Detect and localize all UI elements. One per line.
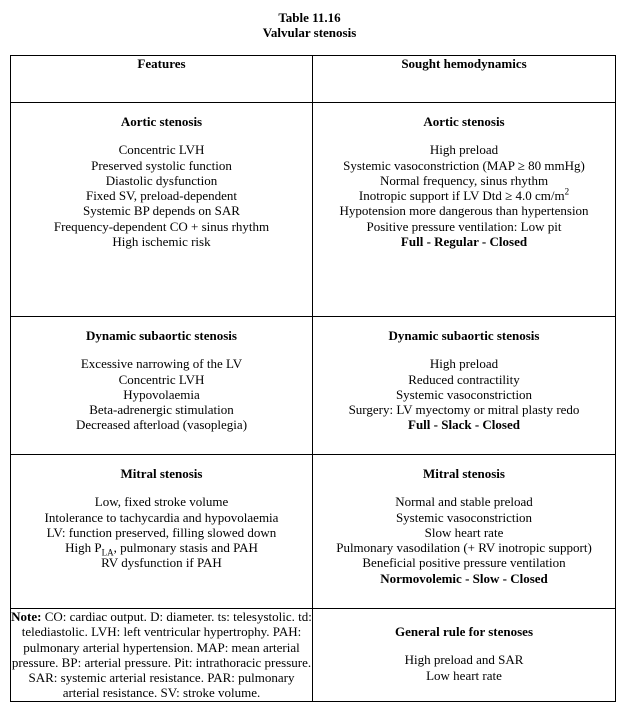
list-item: Surgery: LV myectomy or mitral plasty redo [348, 402, 580, 418]
list-item: RV dysfunction if PAH [101, 555, 222, 571]
list-item: Diastolic dysfunction [105, 172, 218, 188]
header-row [11, 56, 616, 103]
list-item: Intolerance to tachycardia and hypovolaemia [44, 509, 279, 525]
note-cell [11, 609, 313, 702]
header-hemodynamics: Sought hemodynamics [313, 56, 616, 103]
list-item: Beta-adrenergic stimulation [89, 402, 234, 418]
aortic-row [11, 103, 616, 317]
header-features: Features [11, 56, 313, 103]
list-item: Low heart rate [426, 667, 502, 683]
mitral-hemo-cell [313, 455, 616, 609]
list-item [313, 188, 615, 203]
list-item: Preserved systolic function [91, 157, 232, 173]
note-label: Note: [11, 609, 42, 624]
list-item: Systemic vasoconstriction [395, 509, 533, 525]
list-item: Systemic BP depends on SAR [83, 203, 240, 219]
mitral-row [11, 455, 616, 609]
aortic-features-title: Aortic stenosis [120, 114, 203, 129]
list-item: LV: function preserved, filling slowed down [46, 524, 277, 540]
list-item: High preload [429, 142, 499, 158]
dynamic-features-cell [11, 317, 313, 455]
list-item: High preload [429, 356, 499, 372]
dynamic-features-title: Dynamic subaortic stenosis [86, 328, 237, 343]
list-item: High ischemic risk [112, 234, 211, 250]
list-item: Normal and stable preload [395, 494, 533, 510]
mitral-hemo-title: Mitral stenosis [423, 466, 505, 481]
list-item: Fixed SV, preload-dependent [85, 188, 238, 204]
inotropic-superscript: 2 [564, 186, 570, 197]
general-rule-title: General rule for stenoses [394, 624, 534, 639]
high-p-text: High P [65, 540, 102, 556]
list-item: Hypotension more dangerous than hypertension [339, 203, 589, 219]
inotropic-text: Inotropic support if LV Dtd ≥ 4.0 cm/m [358, 188, 565, 204]
aortic-features-cell [11, 103, 313, 317]
high-p-subscript: LA [101, 547, 114, 558]
list-item: Excessive narrowing of the LV [80, 356, 243, 372]
dynamic-row [11, 317, 616, 455]
list-item: Pulmonary vasodilation (+ RV inotropic support) [336, 540, 592, 556]
note-row [11, 609, 616, 702]
mitral-features-title: Mitral stenosis [120, 466, 203, 481]
aortic-summary: Full - Regular - Closed [400, 234, 528, 250]
mitral-features-cell [11, 455, 313, 609]
dynamic-summary: Full - Slack - Closed [408, 417, 520, 433]
list-item: Concentric LVH [118, 371, 205, 387]
list-item: High preload and SAR [404, 652, 524, 668]
list-item: Concentric LVH [118, 142, 205, 158]
list-item: Slow heart rate [424, 524, 504, 540]
note-text: CO: cardiac output. D: diameter. ts: telesystolic. td: telediastolic. LVH: left ventricular hypertrophy. PAH: pulmonary arterial hypertension. MAP: mean arterial pressure. BP: arterial pressure. Pit: intrathoracic pressure. SAR: systemic arterial resistance. PAR: pulmonary arterial resistance. SV: stroke volume. [11, 609, 312, 701]
list-item: Systemic vasoconstriction [395, 386, 533, 402]
general-rule-cell [313, 609, 616, 702]
list-item: Normal frequency, sinus rhythm [379, 172, 549, 188]
table-title: Valvular stenosis [262, 25, 357, 40]
list-item: Low, fixed stroke volume [94, 494, 229, 510]
list-item: Hypovolaemia [123, 386, 200, 402]
list-item: Frequency-dependent CO + sinus rhythm [53, 218, 270, 234]
list-item: Decreased afterload (vasoplegia) [75, 417, 248, 433]
dynamic-hemo-title: Dynamic subaortic stenosis [388, 328, 540, 343]
aortic-hemo-title: Aortic stenosis [423, 114, 505, 129]
mitral-summary: Normovolemic - Slow - Closed [380, 570, 548, 586]
list-item: Systemic vasoconstriction (MAP ≥ 80 mmHg) [343, 157, 585, 173]
list-item: Reduced contractility [408, 371, 520, 387]
list-item [11, 540, 312, 558]
aortic-hemo-cell [313, 103, 616, 317]
high-p-rest: , pulmonary stasis and PAH [113, 540, 258, 556]
valvular-stenosis-table [10, 55, 616, 702]
dynamic-hemo-cell [313, 317, 616, 455]
list-item: Positive pressure ventilation: Low pit [366, 218, 562, 234]
table-number: Table 11.16 [278, 10, 341, 25]
list-item: Beneficial positive pressure ventilation [362, 555, 566, 571]
